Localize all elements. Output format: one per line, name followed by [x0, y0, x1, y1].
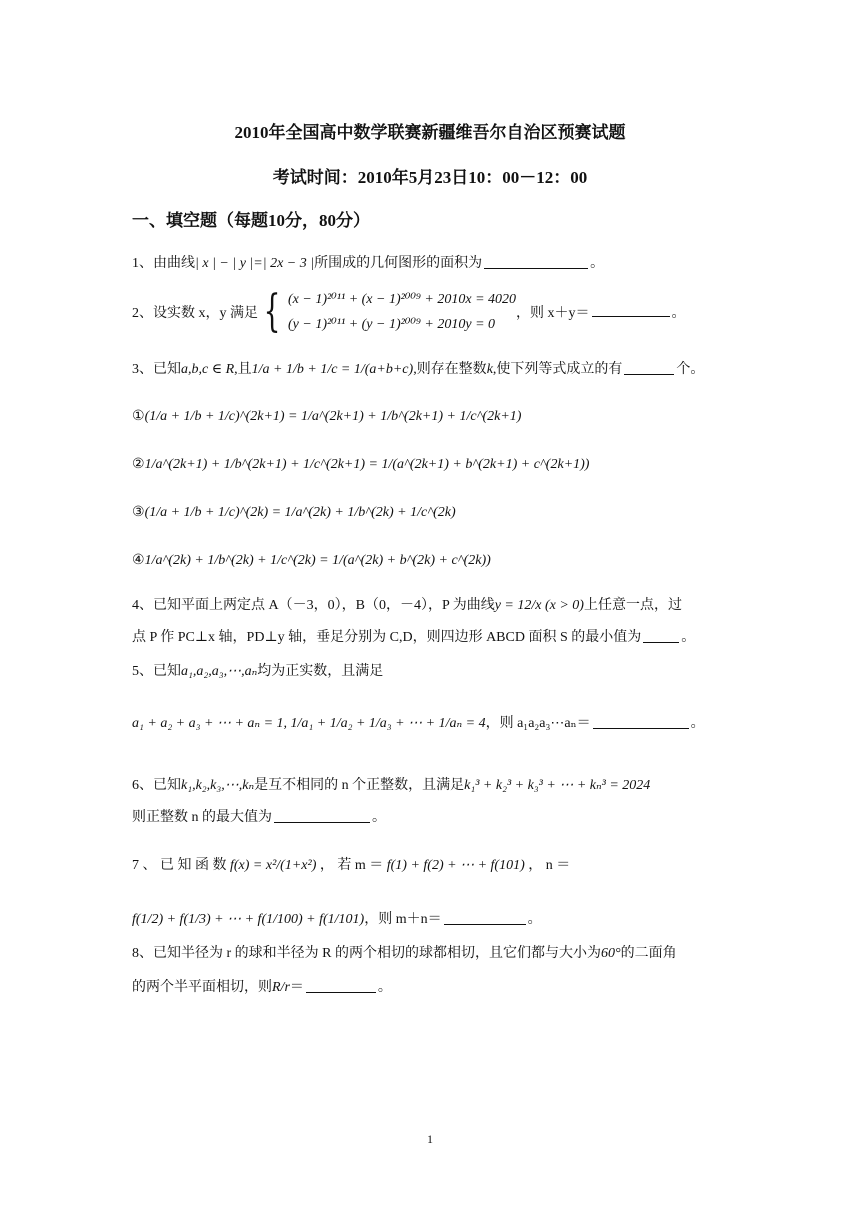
question-2: 2、设实数 x，y 满足 { (x − 1)²⁰¹¹ + (x − 1)²⁰⁰⁹ + 2010x = 4020 (y − 1)²⁰¹¹ + (y − 1)²⁰⁰⁹ + 2010y = 0 ，则 x＋y＝ 。: [132, 286, 686, 337]
q5-conditions: a₁ + a₂ + a₃ + ⋯ + aₙ = 1, 1/a₁ + 1/a₂ + 1/a₃ + ⋯ + 1/aₙ = 4: [132, 716, 486, 731]
q1-prefix: 1、由曲线: [132, 256, 195, 271]
q5-answer-blank[interactable]: [593, 714, 689, 729]
q3-option-3: ③(1/a + 1/b + 1/c)^(2k) = 1/a^(2k) + 1/b^(2k) + 1/c^(2k): [132, 505, 456, 520]
question-6-line-2: 则正整数 n 的最大值为 。: [132, 810, 386, 825]
q2-equation-system: [258, 286, 517, 337]
q1-suffix: 所围成的几何图形的面积为: [314, 256, 483, 271]
q3-answer-blank[interactable]: [624, 360, 674, 375]
q4-answer-blank[interactable]: [643, 628, 679, 643]
exam-time: 考试时间：2010年5月23日10：00－12：00: [272, 168, 588, 187]
q3-vars: a,b,c ∈ R: [181, 362, 235, 377]
q3-option-1: ①(1/a + 1/b + 1/c)^(2k+1) = 1/a^(2k+1) + 1/b^(2k+1) + 1/c^(2k+1): [132, 409, 522, 424]
q1-answer-blank[interactable]: [484, 254, 588, 269]
q2-answer-blank[interactable]: [592, 302, 670, 317]
q6-answer-blank[interactable]: [274, 808, 370, 823]
q8-angle: 60°: [601, 946, 621, 961]
question-3: 3、已知a,b,c ∈ R,且1/a + 1/b + 1/c = 1/(a+b+c),则存在整数k,使下列等式成立的有 个。: [132, 362, 705, 377]
q7-m-expr: f(1) + f(2) + ⋯ + f(101): [386, 858, 525, 873]
question-5: 5、已知a₁,a₂,a₃,⋯,aₙ均为正实数，且满足: [132, 664, 384, 679]
q6-condition: k₁³ + k₂³ + k₃³ + ⋯ + kₙ³ = 2024: [464, 778, 651, 793]
q5-sequence: a₁,a₂,a₃,⋯,aₙ: [181, 664, 258, 679]
q3-condition: 1/a + 1/b + 1/c = 1/(a+b+c): [251, 362, 414, 377]
q6-sequence: k₁,k₂,k₃,⋯,kₙ: [181, 778, 255, 793]
question-7-line-2: f(1/2) + f(1/3) + ⋯ + f(1/100) + f(1/101)，则 m＋n＝ 。: [132, 912, 542, 927]
q2-prefix: 2、设实数 x，y 满足: [132, 306, 258, 321]
page-number: 1: [427, 1132, 433, 1146]
q4-curve: y = 12/x (x > 0): [494, 598, 584, 613]
question-6: 6、已知k₁,k₂,k₃,⋯,kₙ是互不相同的 n 个正整数，且满足k₁³ + k₂³ + k₃³ + ⋯ + kₙ³ = 2024: [132, 778, 651, 793]
q3-option-2: ②1/a^(2k+1) + 1/b^(2k+1) + 1/c^(2k+1) = 1/(a^(2k+1) + b^(2k+1) + c^(2k+1)): [132, 457, 590, 472]
q3-option-4: ④1/a^(2k) + 1/b^(2k) + 1/c^(2k) = 1/(a^(2k) + b^(2k) + c^(2k)): [132, 553, 491, 568]
exam-title: 2010年全国高中数学联赛新疆维吾尔自治区预赛试题: [234, 123, 626, 142]
q8-answer-blank[interactable]: [306, 978, 376, 993]
question-8-line-2: 的两个半平面相切，则R/r＝ 。: [132, 980, 392, 995]
q7-n-expr: f(1/2) + f(1/3) + ⋯ + f(1/100) + f(1/101): [132, 912, 365, 927]
question-1: 1、由曲线| x | − | y |=| 2x − 3 |所围成的几何图形的面积为 。: [132, 256, 605, 271]
question-4: 4、已知平面上两定点 A（－3，0），B（0，－4），P 为曲线y = 12/x (x > 0)上任意一点，过: [132, 598, 682, 613]
left-brace-icon: {: [263, 286, 281, 337]
q2-suffix: ，则 x＋y＝: [516, 306, 590, 321]
question-4-line-2: 点 P 作 PC⊥x 轴，PD⊥y 轴，垂足分别为 C,D，则四边形 ABCD 面积 S 的最小值为 。: [132, 630, 696, 645]
q8-ratio: R/r: [272, 980, 290, 995]
question-8: 8、已知半径为 r 的球和半径为 R 的两个相切的球都相切，且它们都与大小为60°的二面角: [132, 946, 677, 961]
section-heading-fill-blank: 一、填空题（每题10分，80分）: [132, 211, 370, 230]
q1-expr: | x | − | y |=| 2x − 3 |: [195, 256, 315, 271]
q2-equation-2: (y − 1)²⁰¹¹ + (y − 1)²⁰⁰⁹ + 2010y = 0: [288, 317, 496, 332]
q7-function: f(x) = x²/(1+x²): [230, 858, 317, 873]
question-7: 7 、 已 知 函 数 f(x) = x²/(1+x²) ， 若 m ＝ f(1) + f(2) + ⋯ + f(101) ， n ＝: [132, 858, 571, 873]
q7-answer-blank[interactable]: [444, 910, 526, 925]
question-5-line-2: a₁ + a₂ + a₃ + ⋯ + aₙ = 1, 1/a₁ + 1/a₂ + 1/a₃ + ⋯ + 1/aₙ = 4，则 a₁a₂a₃⋯aₙ＝ 。: [132, 716, 705, 731]
q2-equation-1: (x − 1)²⁰¹¹ + (x − 1)²⁰⁰⁹ + 2010x = 4020: [288, 292, 517, 307]
